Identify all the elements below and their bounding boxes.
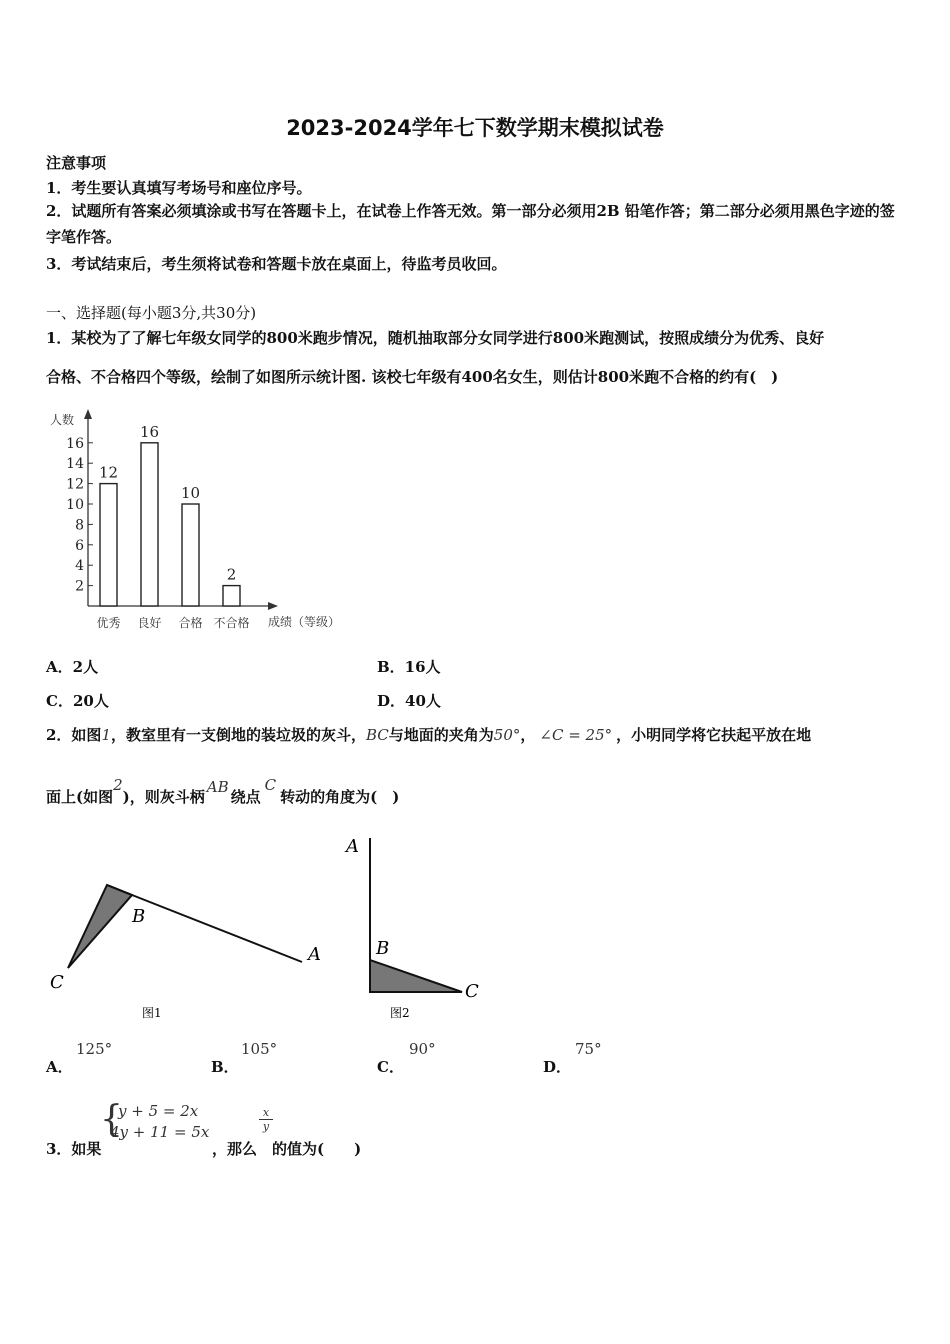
fig1-caption: 图1 <box>142 1006 162 1020</box>
fig2-caption: 图2 <box>390 1006 410 1020</box>
q3-fraction-numerator: x <box>259 1106 273 1120</box>
x-tick-label: 良好 <box>137 616 162 630</box>
q2-line-1 <box>46 724 811 745</box>
bar <box>141 443 158 606</box>
q3-fraction <box>259 1106 273 1133</box>
fig2-label-c: C <box>465 981 479 1002</box>
fig1-label-b: B <box>132 906 146 927</box>
q1-option-c[interactable]: C．20人 <box>46 692 109 710</box>
q2-option-c[interactable] <box>377 1056 404 1077</box>
x-axis-label: 成绩（等级） <box>268 615 341 629</box>
q2-option-d-value: 75° <box>575 1040 602 1058</box>
q2-fig-ref-2: 2 <box>113 776 123 794</box>
y-axis-label: 人数 <box>50 413 75 427</box>
x-tick-label: 不合格 <box>213 616 250 630</box>
y-tick-label: 16 <box>66 435 84 452</box>
q2-text-1d: ， <box>520 726 536 744</box>
notice-item-2: 2．试题所有答案必须填涂或书写在答题卡上，在试卷上作答无效。第一部分必须用2B 铅笔作答；第二部分必须用黑色字迹的签字笔作答。 <box>46 202 895 246</box>
figure-2 <box>340 830 500 1025</box>
q2-text-2b: )，则灰斗柄 <box>122 788 205 806</box>
q2-line-2 <box>46 776 400 807</box>
q2-option-d[interactable] <box>543 1056 571 1077</box>
q3-prefix: 3．如果 <box>46 1140 102 1158</box>
bar <box>182 504 199 606</box>
notice-item-3: 3．考试结束后，考生须将试卷和答题卡放在桌面上，待监考员收回。 <box>46 255 507 273</box>
q2-text-1c: 与地面的夹角为 <box>388 726 494 744</box>
fig2-label-a: A <box>346 836 359 857</box>
q2-option-c-letter: C． <box>377 1058 404 1076</box>
q2-segment-ab: AB <box>206 778 229 796</box>
handle-ab <box>132 895 302 962</box>
q3-equation-1: y + 5 = 2x <box>118 1102 199 1120</box>
brace-icon: { <box>100 1099 123 1140</box>
fig1-label-c: C <box>50 972 64 993</box>
q1-option-b[interactable]: B．16人 <box>377 658 441 676</box>
q3-equation-system <box>100 1100 220 1144</box>
q2-option-b-value: 105° <box>241 1040 278 1058</box>
q2-option-c-value: 90° <box>409 1040 436 1058</box>
x-axis-arrow-icon <box>268 602 278 610</box>
x-tick-label: 合格 <box>178 616 203 630</box>
y-tick-label: 4 <box>75 558 84 575</box>
bar-value-label: 10 <box>180 484 201 502</box>
y-tick-label: 6 <box>75 537 84 554</box>
q2-text-1b: ，教室里有一支倒地的装垃圾的灰斗， <box>110 726 366 744</box>
q2-segment-bc: BC <box>366 726 389 744</box>
dustpan-flat-shaded <box>370 960 462 992</box>
bar-value-label: 16 <box>139 422 160 441</box>
y-axis-arrow-icon <box>84 409 92 419</box>
fig1-label-a: A <box>308 944 321 965</box>
q2-option-b[interactable] <box>211 1056 239 1077</box>
section-heading: 一、选择题(每小题3分,共30分) <box>46 304 257 322</box>
q1-line-2: 合格、不合格四个等级，绘制了如图所示统计图. 该校七年级有400名女生，则估计800米跑不合格的约有( ) <box>46 368 779 386</box>
q2-option-a-value: 125° <box>76 1040 113 1058</box>
q3-fraction-denominator: y <box>262 1120 270 1133</box>
q3-suffix: 的值为( ) <box>272 1140 362 1158</box>
bar <box>100 484 117 606</box>
q2-angle-c: ∠C = 25° <box>539 726 613 744</box>
q2-text-2d: 转动的角度为( ) <box>280 788 400 806</box>
x-tick-label: 优秀 <box>96 616 121 630</box>
q1-line-1: 1．某校为了了解七年级女同学的800米跑步情况，随机抽取部分女同学进行800米跑测试，按照成绩分为优秀、良好 <box>46 329 825 347</box>
notice-heading: 注意事项 <box>46 154 107 172</box>
q2-angle-50: 50° <box>493 726 521 744</box>
y-tick-label: 12 <box>66 476 84 493</box>
q2-option-d-letter: D． <box>543 1058 572 1076</box>
q3-mid: ，那么 <box>212 1140 258 1158</box>
page-title: 2023-2024学年七下数学期末模拟试卷 <box>286 116 664 140</box>
y-tick-label: 8 <box>75 517 84 534</box>
q3-equation-2: 4y + 11 = 5x <box>110 1123 210 1141</box>
bar <box>223 586 240 606</box>
q1-option-a[interactable]: A．2人 <box>46 658 99 676</box>
q1-option-d[interactable]: D．40人 <box>377 692 441 710</box>
q2-text-2a: 面上(如图 <box>46 788 114 806</box>
q2-point-c: C <box>264 776 277 794</box>
dustpan-shaded <box>68 885 132 968</box>
q2-text-1e: ，小明同学将它扶起平放在地 <box>616 726 812 744</box>
q2-option-a-letter: A． <box>46 1058 73 1076</box>
y-tick-label: 14 <box>66 456 84 473</box>
q2-text-1a: 2．如图 <box>46 726 102 744</box>
notice-item-1: 1．考生要认真填写考场号和座位序号。 <box>46 179 312 197</box>
bar-chart <box>40 405 360 635</box>
q2-option-b-letter: B． <box>211 1058 239 1076</box>
bar-value-label: 12 <box>98 463 119 482</box>
bar-value-label: 2 <box>226 565 237 584</box>
y-tick-label: 10 <box>66 497 84 513</box>
y-tick-label: 2 <box>75 578 84 595</box>
fig2-label-b: B <box>376 938 390 959</box>
q2-option-a[interactable] <box>46 1056 73 1077</box>
q2-fig-ref-1: 1 <box>101 726 111 744</box>
figure-1 <box>40 870 340 1025</box>
q2-text-2c: 绕点 <box>230 788 261 806</box>
